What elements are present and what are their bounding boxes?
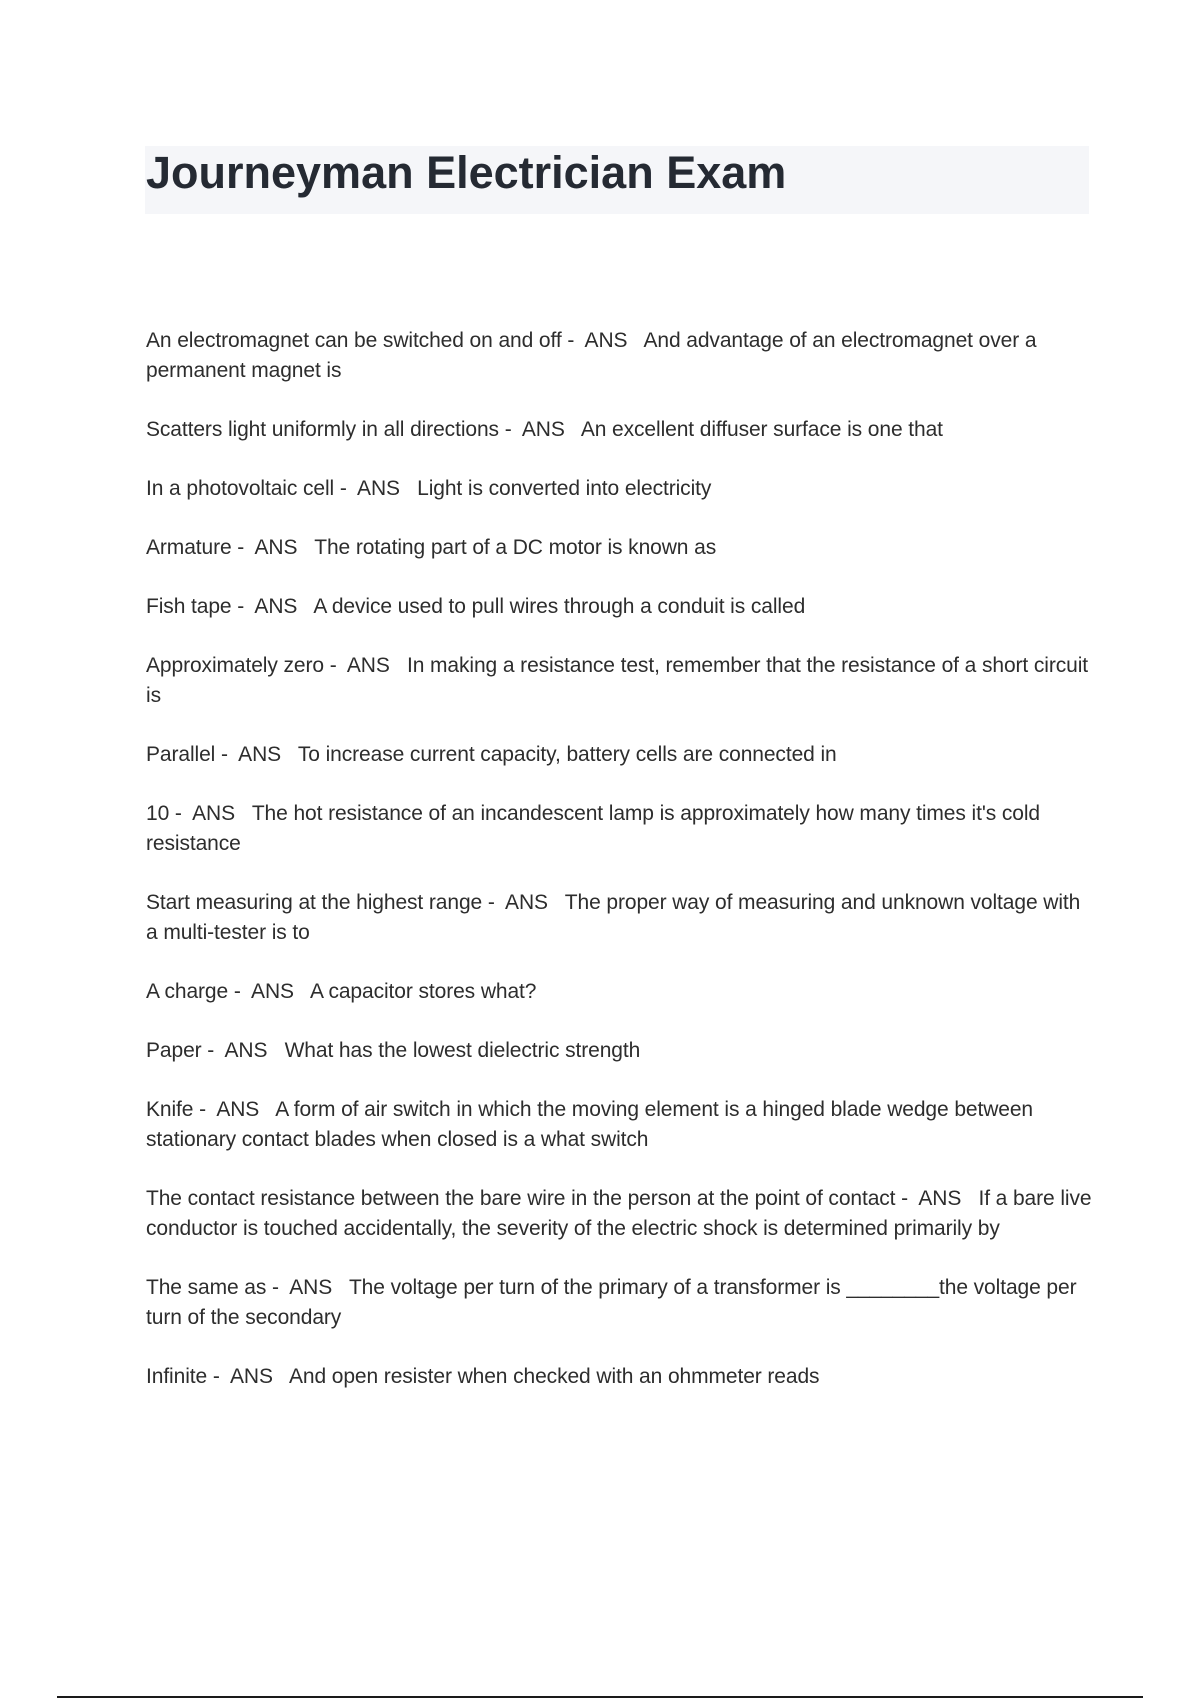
answer-text: In a photovoltaic cell	[146, 477, 335, 500]
answer-text: An electromagnet can be switched on and off	[146, 329, 562, 352]
document-title: Journeyman Electrician Exam	[146, 147, 787, 198]
answer-text: Scatters light uniformly in all directions	[146, 418, 499, 441]
answer-text: A charge	[146, 980, 229, 1003]
question-text: A device used to pull wires through a conduit is called	[313, 595, 806, 618]
answer-text: Armature	[146, 536, 232, 559]
ans-separator: - ANS	[228, 980, 310, 1003]
question-text: And advantage of an electromagnet over a permanent magnet is	[146, 329, 1043, 382]
ans-separator: - ANS	[193, 1098, 276, 1121]
question-text: A form of air switch in which the moving element is a hinged blade wedge between stationary contact blades when closed is a what switch	[146, 1098, 1039, 1151]
question-text: What has the lowest dielectric strength	[284, 1039, 641, 1062]
qa-list	[146, 326, 1096, 1421]
question-text: An excellent diffuser surface is one that	[580, 418, 943, 441]
qa-item	[146, 474, 1096, 504]
qa-item	[146, 888, 1096, 948]
ans-separator: - ANS	[895, 1187, 979, 1210]
qa-item	[146, 533, 1096, 563]
qa-item	[146, 326, 1096, 386]
answer-text: Knife	[146, 1098, 194, 1121]
question-text: The voltage per turn of the primary of a transformer is ________the voltage per turn of the secondary	[146, 1276, 1083, 1329]
answer-text: The contact resistance between the bare wire in the person at the point of contact	[146, 1187, 896, 1210]
ans-separator: - ANS	[201, 1039, 285, 1062]
qa-item	[146, 415, 1096, 445]
qa-item	[146, 740, 1096, 770]
answer-text: The same as	[146, 1276, 267, 1299]
answer-text: Approximately zero	[146, 654, 324, 677]
ans-separator: - ANS	[231, 536, 315, 559]
ans-separator: - ANS	[231, 595, 314, 618]
ans-separator: - ANS	[561, 329, 644, 352]
qa-item	[146, 1095, 1096, 1155]
answer-text: Paper	[146, 1039, 202, 1062]
qa-item	[146, 977, 1096, 1007]
qa-item	[146, 1036, 1096, 1066]
qa-item	[146, 799, 1096, 859]
qa-item	[146, 592, 1096, 622]
answer-text: Infinite	[146, 1365, 208, 1388]
question-text: And open resister when checked with an ohmmeter reads	[288, 1365, 820, 1388]
ans-separator: - ANS	[169, 802, 252, 825]
question-text: The hot resistance of an incandescent lamp is approximately how many times it's cold resistance	[146, 802, 1046, 855]
ans-separator: - ANS	[334, 477, 418, 500]
ans-separator: - ANS	[266, 1276, 349, 1299]
answer-text: Parallel	[146, 743, 216, 766]
qa-item	[146, 1273, 1096, 1333]
qa-item	[146, 1362, 1096, 1392]
footer-rule	[57, 1696, 1143, 1698]
answer-text: 10	[146, 802, 170, 825]
question-text: The proper way of measuring and unknown voltage with a multi-tester is to	[146, 891, 1086, 944]
question-text: In making a resistance test, remember that the resistance of a short circuit is	[146, 654, 1094, 707]
answer-text: Fish tape	[146, 595, 232, 618]
ans-separator: - ANS	[482, 891, 565, 914]
question-text: Light is converted into electricity	[417, 477, 712, 500]
ans-separator: - ANS	[215, 743, 298, 766]
question-text: If a bare live conductor is touched accidentally, the severity of the electric shock is determined primarily by	[146, 1187, 1098, 1240]
qa-item	[146, 651, 1096, 711]
question-text: The rotating part of a DC motor is known as	[314, 536, 717, 559]
answer-text: Start measuring at the highest range	[146, 891, 483, 914]
question-text: To increase current capacity, battery cells are connected in	[297, 743, 837, 766]
qa-item	[146, 1184, 1096, 1244]
question-text: A capacitor stores what?	[309, 980, 537, 1003]
ans-separator: - ANS	[323, 654, 407, 677]
ans-separator: - ANS	[207, 1365, 289, 1388]
ans-separator: - ANS	[498, 418, 581, 441]
